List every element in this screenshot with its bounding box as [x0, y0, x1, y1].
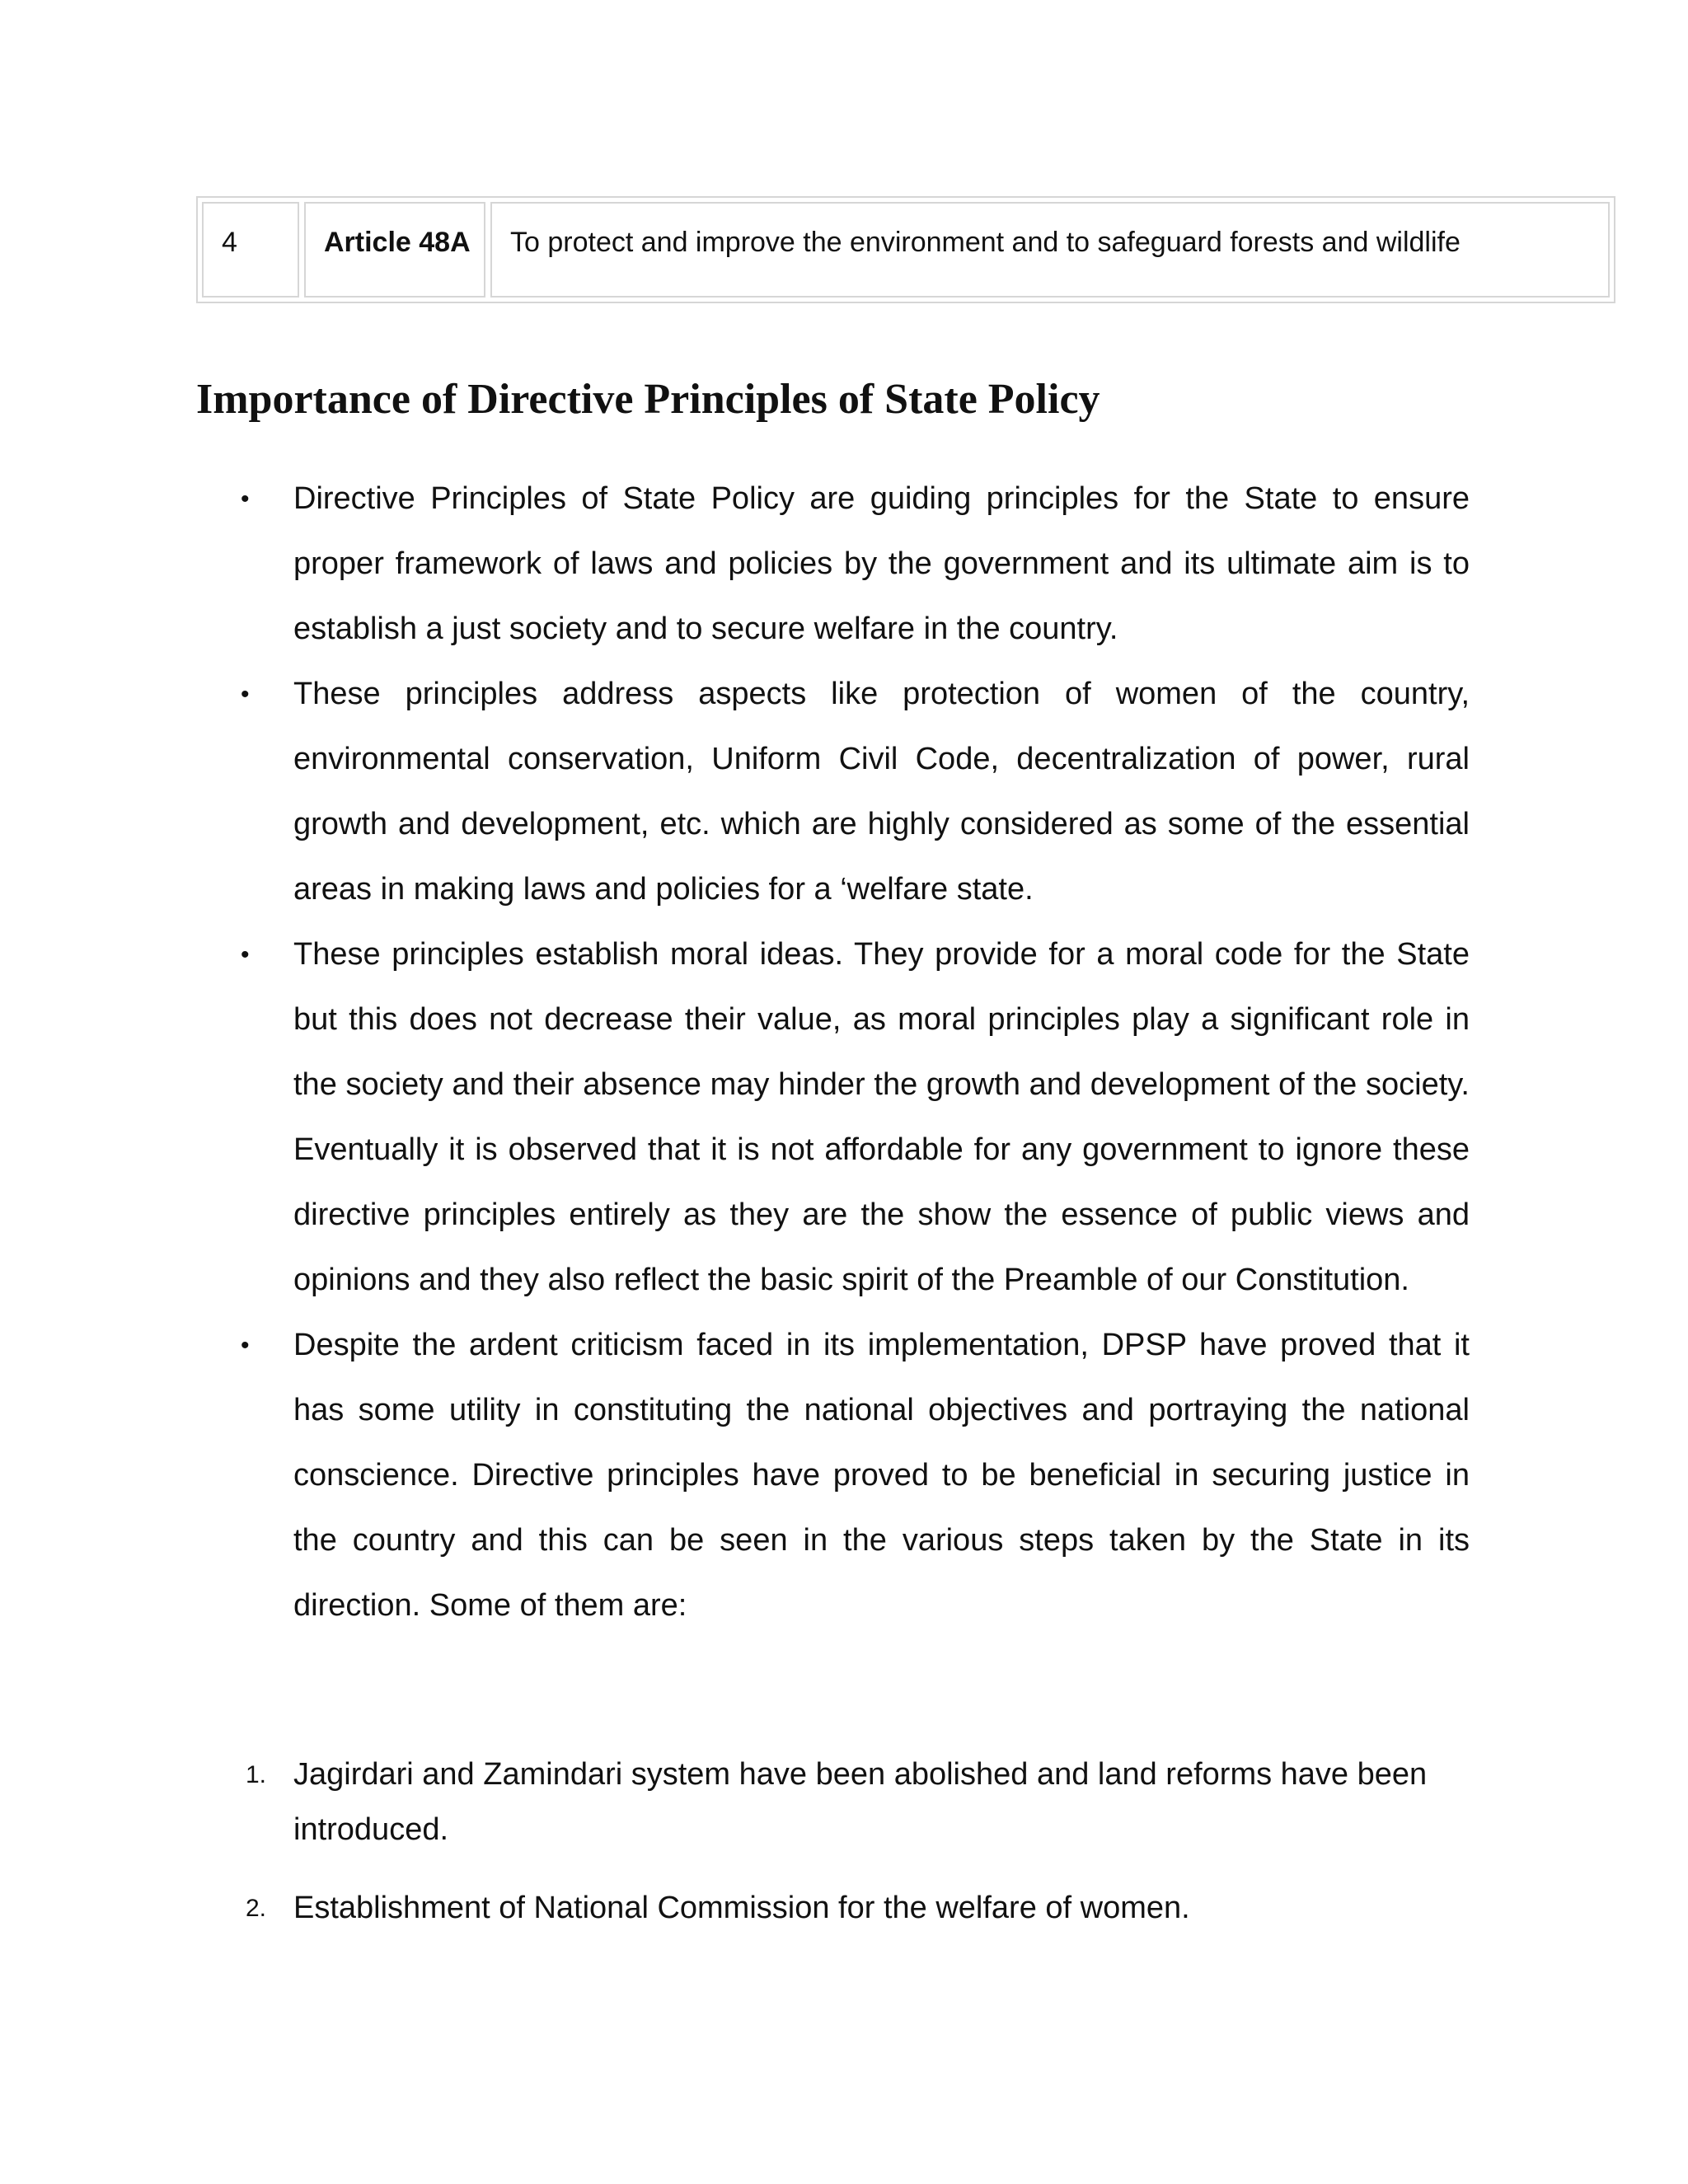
- table-row: [202, 202, 1610, 298]
- description-cell: To protect and improve the environment and to safeguard forests and wildlife: [490, 202, 1610, 298]
- list-item: [196, 922, 1470, 1313]
- section-heading: Importance of Directive Principles of State Policy: [196, 376, 1100, 423]
- article-cell: Article 48A: [304, 202, 485, 298]
- list-item: [196, 1881, 1470, 1936]
- bullet-icon: •: [241, 941, 250, 968]
- list-item-text: Despite the ardent criticism faced in its implementation, DPSP have proved that it has some utility in constituting the national objectives and portraying the national conscience. Directive principles have proved to be beneficial in securing justice in the country and this can be seen in the various steps taken by the State in its direction. Some of them are:: [293, 1328, 1470, 1623]
- list-item: [196, 466, 1470, 662]
- list-item: [196, 1313, 1470, 1638]
- list-item-text: Establishment of National Commission for the welfare of women.: [293, 1891, 1190, 1925]
- bullet-list: [196, 466, 1470, 1638]
- list-number: 1.: [246, 1761, 267, 1788]
- numbered-list: [196, 1747, 1470, 1959]
- list-item: [196, 1747, 1470, 1858]
- list-number: 2.: [246, 1895, 267, 1922]
- list-item-text: These principles establish moral ideas. They provide for a moral code for the State but this does not decrease their value, as moral principles play a significant role in the society and their absence may hinder the growth and development of the society. Eventually it is observed that it is not affordable for any government to ignore these directive principles entirely as they are the show the essence of public views and opinions and they also reflect the basic spirit of the Preamble of our Constitution.: [293, 937, 1470, 1297]
- bullet-icon: •: [241, 485, 250, 513]
- bullet-icon: •: [241, 681, 250, 708]
- list-item-text: Directive Principles of State Policy are guiding principles for the State to ensure proper framework of laws and policies by the government and its ultimate aim is to establish a just society and to secure welfare in the country.: [293, 481, 1470, 646]
- row-number-cell: 4: [202, 202, 299, 298]
- bullet-icon: •: [241, 1332, 250, 1359]
- articles-table: [196, 196, 1615, 303]
- list-item: [196, 662, 1470, 922]
- list-item-text: Jagirdari and Zamindari system have been abolished and land reforms have been introduced.: [293, 1757, 1428, 1847]
- list-item-text: These principles address aspects like protection of women of the country, environmental conservation, Uniform Civil Code, decentralization of power, rural growth and development, etc. which are highly considered as some of the essential areas in making laws and policies for a ‘welfare state.: [293, 677, 1470, 907]
